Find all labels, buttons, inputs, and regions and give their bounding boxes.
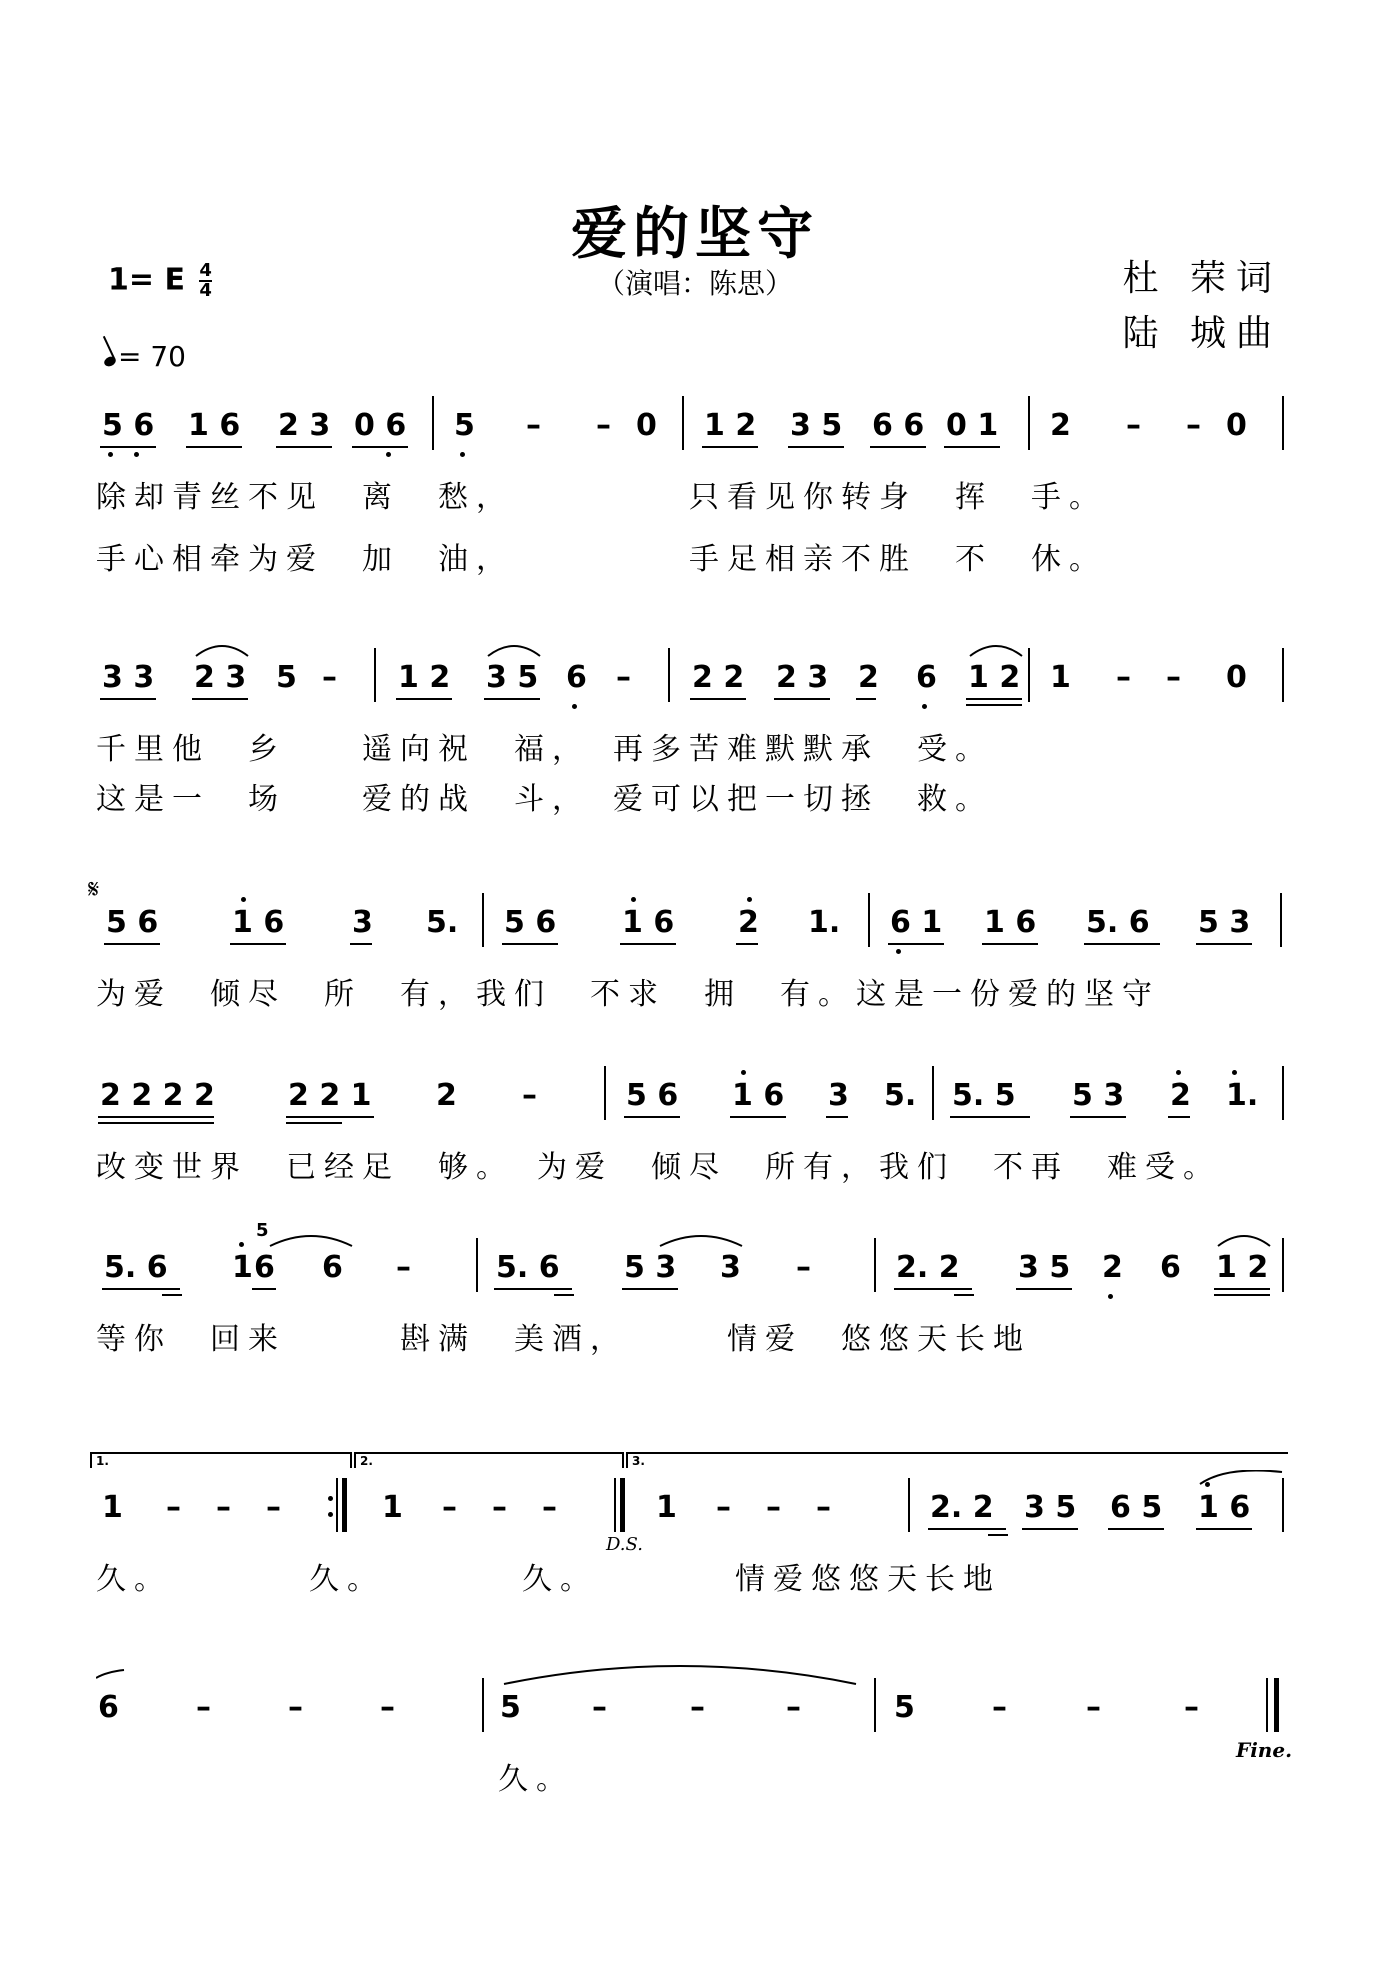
notation-row (96, 1220, 1286, 1290)
key-label: 1= E (108, 262, 185, 298)
note-group: 3 3 (102, 660, 155, 695)
notation-row (96, 408, 1286, 448)
note-group: 6 5 (1110, 1490, 1163, 1525)
note-group: 2 (858, 660, 879, 695)
note-group: 2 (1050, 408, 1071, 443)
note-group: 2 (1102, 1250, 1123, 1285)
notation-row (96, 1078, 1286, 1118)
note-group: 5. 6 (104, 1250, 168, 1285)
lyrics-verse-1 (96, 472, 1286, 515)
page-title: 爱的坚守 (571, 201, 819, 267)
note-group: 1 6 (1198, 1490, 1251, 1525)
note-group: 1 2 (704, 408, 757, 443)
note-group: 0 (636, 408, 657, 443)
note-group: 0 1 (946, 408, 999, 443)
lyric-text: 为爱 倾尽 所 有，我们 不求 拥 有。这是一份爱的坚守 (96, 977, 1160, 1012)
note-group: 6 (566, 660, 587, 695)
note-group: 5 6 (102, 408, 155, 443)
note-group: 3 (828, 1078, 849, 1113)
note-group: – (1116, 660, 1131, 695)
note-group: 1 6 (984, 905, 1037, 940)
note-group: 1. (1226, 1078, 1259, 1113)
note-group: – (816, 1490, 831, 1525)
note-group: – (992, 1690, 1007, 1725)
note-group: – (616, 660, 631, 695)
note-group: – (322, 660, 337, 695)
note-group: – (796, 1250, 811, 1285)
note-group: – (522, 1078, 537, 1113)
slur-icon (1214, 1232, 1274, 1248)
note-group: – (596, 408, 611, 443)
note-group: 1 2 (398, 660, 451, 695)
note-group: 1 6 (622, 905, 675, 940)
note-group: 2 3 (278, 408, 331, 443)
note-group: 6 (98, 1690, 119, 1725)
note-group: 2 (1170, 1078, 1191, 1113)
note-group: – (786, 1690, 801, 1725)
note-group: – (1086, 1690, 1101, 1725)
note-group: – (216, 1490, 231, 1525)
note-group: 6 (916, 660, 937, 695)
note-group: – (166, 1490, 181, 1525)
note-group: 2 3 (776, 660, 829, 695)
note-group: – (542, 1490, 557, 1525)
lyric-text: 除却青丝不见 离 愁， 只看见你转身 挥 手。 (96, 480, 1107, 515)
note-group: 0 (1226, 660, 1247, 695)
segno-icon: 𝄋 (88, 875, 100, 905)
dal-segno-marking: D.S. (606, 1534, 643, 1555)
lyric-text: 这是一 场 爱的战 斗， 爱可以把一切拯 救。 (96, 782, 993, 817)
lyrics-verse-1 (96, 724, 1286, 767)
note-group: 2. 2 (896, 1250, 960, 1285)
composer-credit: 陆 城曲 (1122, 313, 1282, 354)
note-group: 1 (382, 1490, 403, 1525)
note-group: 2 2 (692, 660, 745, 695)
slur-icon (96, 1668, 126, 1684)
note-group: 3 5 (486, 660, 539, 695)
score-row-1 (96, 408, 1286, 577)
lyrics-verse-2 (96, 774, 1286, 817)
lyric-text: 手心相牵为爱 加 油， 手足相亲不胜 不 休。 (96, 542, 1107, 577)
notation-row (96, 905, 1286, 945)
lyrics-verse-1 (96, 1314, 1286, 1357)
note-group: – (380, 1690, 395, 1725)
slur-icon (192, 642, 252, 658)
note-group: – (1184, 1690, 1199, 1725)
note-group: – (1186, 408, 1201, 443)
note-group: 1 2 (968, 660, 1021, 695)
note-group: – (690, 1690, 705, 1725)
note-group: 5 3 (1072, 1078, 1125, 1113)
note-group: 1 (656, 1490, 677, 1525)
note-group: 5. 6 (1086, 905, 1150, 940)
score-row-6 (96, 1454, 1286, 1597)
lyric-text: 久。 (498, 1762, 574, 1797)
slur-icon (656, 1232, 746, 1248)
lyricist-credit: 杜 荣词 (1122, 258, 1282, 299)
note-group: – (396, 1250, 411, 1285)
slur-icon (500, 1658, 860, 1686)
volta-2-label: 2. (360, 1454, 373, 1468)
grace-note: 5 (256, 1220, 269, 1241)
note-group: 5. (884, 1078, 917, 1113)
notation-row (96, 1490, 1286, 1530)
note-group: 5. (426, 905, 459, 940)
note-group: – (442, 1490, 457, 1525)
note-group: 2 2 1 (288, 1078, 372, 1113)
slur-icon (966, 642, 1026, 658)
note-group: 3 (352, 905, 373, 940)
note-group: 0 6 (354, 408, 407, 443)
tempo-value: = 70 (118, 340, 186, 373)
lyrics-verse-1 (96, 1554, 1286, 1597)
lyrics-verse-1 (96, 1754, 1286, 1797)
lyrics-verse-1 (96, 969, 1286, 1012)
score-row-7 (96, 1690, 1293, 1797)
note-group: 5. 6 (496, 1250, 560, 1285)
note-group: – (1126, 408, 1141, 443)
slur-icon (266, 1232, 356, 1248)
notation-row (96, 660, 1286, 700)
note-group: 2. 2 (930, 1490, 994, 1525)
note-group: – (1166, 660, 1181, 695)
note-group: – (526, 408, 541, 443)
note-group: 5 6 (626, 1078, 679, 1113)
note-group: – (492, 1490, 507, 1525)
note-group: – (266, 1490, 281, 1525)
note-group: 5 3 (624, 1250, 677, 1285)
tempo-marking (104, 340, 186, 373)
note-group: – (766, 1490, 781, 1525)
note-group: 5 (276, 660, 297, 695)
note-group: 2 (738, 905, 759, 940)
lyric-text: 久。 久。 久。 情爱悠悠天长地 (96, 1562, 1001, 1597)
volta-1-label: 1. (96, 1454, 109, 1468)
key-signature (108, 262, 212, 300)
note-group: 6 (254, 1250, 275, 1285)
slur-icon (484, 642, 544, 658)
lyrics-verse-1 (96, 1142, 1286, 1185)
lyric-text: 等你 回来 斟满 美酒， 情爱 悠悠天长地 (96, 1322, 1031, 1357)
note-group: 5 (454, 408, 475, 443)
note-group: 3 5 (1024, 1490, 1077, 1525)
note-group: 3 5 (790, 408, 843, 443)
note-group: 6 1 (890, 905, 943, 940)
note-group: – (592, 1690, 607, 1725)
time-numerator: 4 (199, 260, 212, 281)
note-group: 5 6 (106, 905, 159, 940)
fine-marking: Fine. (1236, 1738, 1293, 1762)
note-group: 6 6 (872, 408, 925, 443)
note-group: – (196, 1690, 211, 1725)
lyric-text: 改变世界 已经足 够。 为爱 倾尽 所有，我们 不再 难受。 (96, 1150, 1221, 1185)
note-group: – (716, 1490, 731, 1525)
note-group: 3 5 (1018, 1250, 1071, 1285)
volta-3-label: 3. (632, 1454, 645, 1468)
time-denominator: 4 (199, 280, 212, 301)
time-signature (199, 262, 212, 300)
score-row-3 (88, 875, 1286, 1012)
performer-subtitle: （演唱：陈思） (596, 267, 793, 300)
note-group: 1 (102, 1490, 123, 1525)
note-group: 1. (808, 905, 841, 940)
note-group: 1 2 (1216, 1250, 1269, 1285)
note-group: 5. 5 (952, 1078, 1016, 1113)
note-group: 2 3 (194, 660, 247, 695)
note-group: 1 6 (732, 1078, 785, 1113)
note-group: 2 (436, 1078, 457, 1113)
note-group: – (288, 1690, 303, 1725)
note-group: 2 2 2 2 (100, 1078, 215, 1113)
note-group: 1 6 (188, 408, 241, 443)
note-group: 5 3 (1198, 905, 1251, 940)
lyrics-verse-2 (96, 534, 1286, 577)
note-group: 6 (322, 1250, 343, 1285)
note-group: 1 6 (232, 905, 285, 940)
note-group: 5 6 (504, 905, 557, 940)
note-group: 5 (500, 1690, 521, 1725)
score-row-2 (96, 660, 1286, 817)
note-group: 6 (1160, 1250, 1181, 1285)
slur-icon (1196, 1470, 1286, 1486)
lyric-text: 千里他 乡 遥向祝 福， 再多苦难默默承 受。 (96, 732, 993, 767)
quarter-note-icon (103, 355, 118, 368)
score-row-5 (96, 1220, 1286, 1357)
note-group: 1 (1050, 660, 1071, 695)
note-group: 1 (232, 1250, 253, 1285)
notation-row (96, 1690, 1286, 1730)
score-row-4 (96, 1078, 1286, 1185)
note-group: 5 (894, 1690, 915, 1725)
note-group: 3 (720, 1250, 741, 1285)
note-group: 0 (1226, 408, 1247, 443)
